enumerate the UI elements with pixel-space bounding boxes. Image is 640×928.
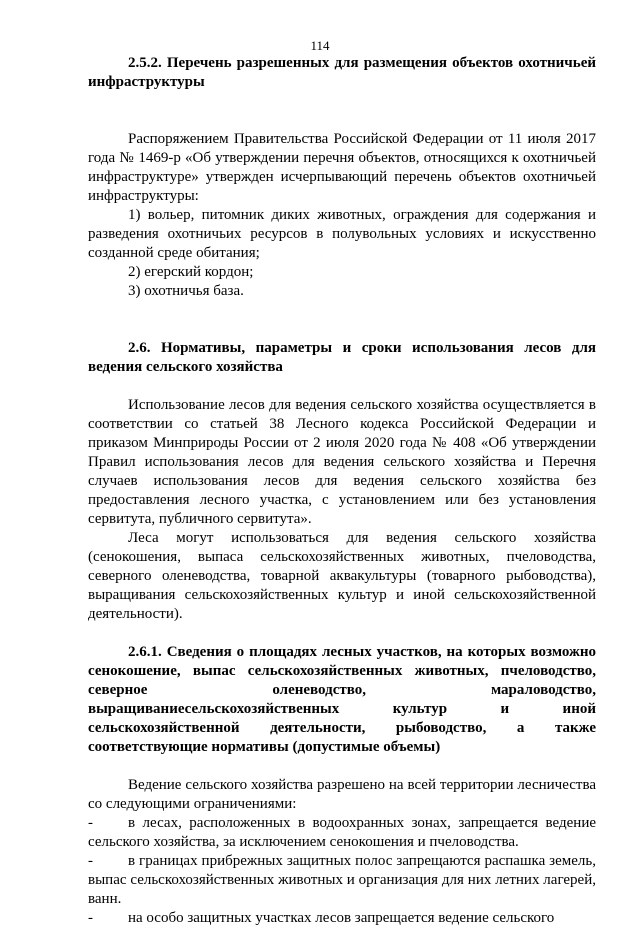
- restriction-item-protected-areas: [88, 909, 596, 928]
- spacer: [88, 377, 596, 396]
- restriction-item-coastal-strips: [88, 852, 596, 909]
- section-heading-2-5-2: 2.5.2. Перечень разрешенных для размещения объектов охотничьей инфраструктуры: [88, 55, 596, 90]
- section-heading-2-6: 2.6. Нормативы, параметры и сроки использования лесов для ведения сельского хозяйства: [88, 340, 596, 375]
- paragraph-restrictions-intro: Ведение сельского хозяйства разрешено на всей территории лесничества со следующими ограничениями:: [88, 777, 596, 812]
- dash-marker: -: [88, 815, 93, 831]
- paragraph-agriculture-uses: Леса могут использоваться для ведения сельского хозяйства (сенокошения, выпаса сельскохозяйственных животных, пчеловодства, северного оленеводства, товарной аквакультуры (товарного рыбоводства), выращивания сельскохозяйственных культур и иной сельскохозяйственной деятельности).: [88, 530, 596, 622]
- spacer: [88, 757, 596, 776]
- page-number: 114: [310, 38, 330, 53]
- restriction-text: в лесах, расположенных в водоохранных зонах, запрещается ведение сельского хозяйства, за исключением сенокошения и пчеловодства.: [88, 815, 596, 850]
- dash-marker: -: [88, 853, 93, 869]
- spacer: [88, 624, 596, 643]
- list-item-3: 3) охотничья база.: [128, 283, 244, 299]
- restriction-text: в границах прибрежных защитных полос запрещаются распашка земель, выпас сельскохозяйственных животных и организация для них летних лагерей, ванн.: [88, 853, 596, 907]
- restriction-item-water-protection: [88, 814, 596, 852]
- list-item-1: 1) вольер, питомник диких животных, ограждения для содержания и разведения охотничьих ресурсов в полувольных условиях и искусственно созданной среде обитания;: [88, 207, 596, 261]
- dash-marker: -: [88, 910, 93, 926]
- spacer: [88, 92, 596, 130]
- paragraph-infrastructure-intro: Распоряжением Правительства Российской Федерации от 11 июля 2017 года № 1469-р «Об утверждении перечня объектов, относящихся к охотничьей инфраструктуре» утвержден исчерпывающий перечень объектов охотничьей инфраструктуры:: [88, 131, 596, 204]
- document-body: [88, 54, 596, 928]
- restriction-text: на особо защитных участках лесов запрещается ведение сельского: [128, 910, 555, 926]
- spacer: [88, 301, 596, 339]
- section-heading-2-6-1: 2.6.1. Сведения о площадях лесных участков, на которых возможно сенокошение, выпас сельскохозяйственных животных, пчеловодство, северное оленеводство, мараловодство, выращиваниесельскохозяйственных культур и иной сельскохозяйственной деятельности, рыбоводство, а также соответствующие нормативы (допустимые объемы): [88, 644, 596, 755]
- list-item-2: 2) егерский кордон;: [128, 264, 254, 280]
- paragraph-agriculture-legal-basis: Использование лесов для ведения сельского хозяйства осуществляется в соответствии со статьей 38 Лесного кодекса Российской Федерации и приказом Минприроды России от 2 июля 2020 года № 408 «Об утверждении Правил использования лесов для ведения сельского хозяйства и Перечня случаев использования лесов для ведения сельского хозяйства без предоставления лесного участка, с установлением или без установления сервитута, публичного сервитута».: [88, 397, 596, 527]
